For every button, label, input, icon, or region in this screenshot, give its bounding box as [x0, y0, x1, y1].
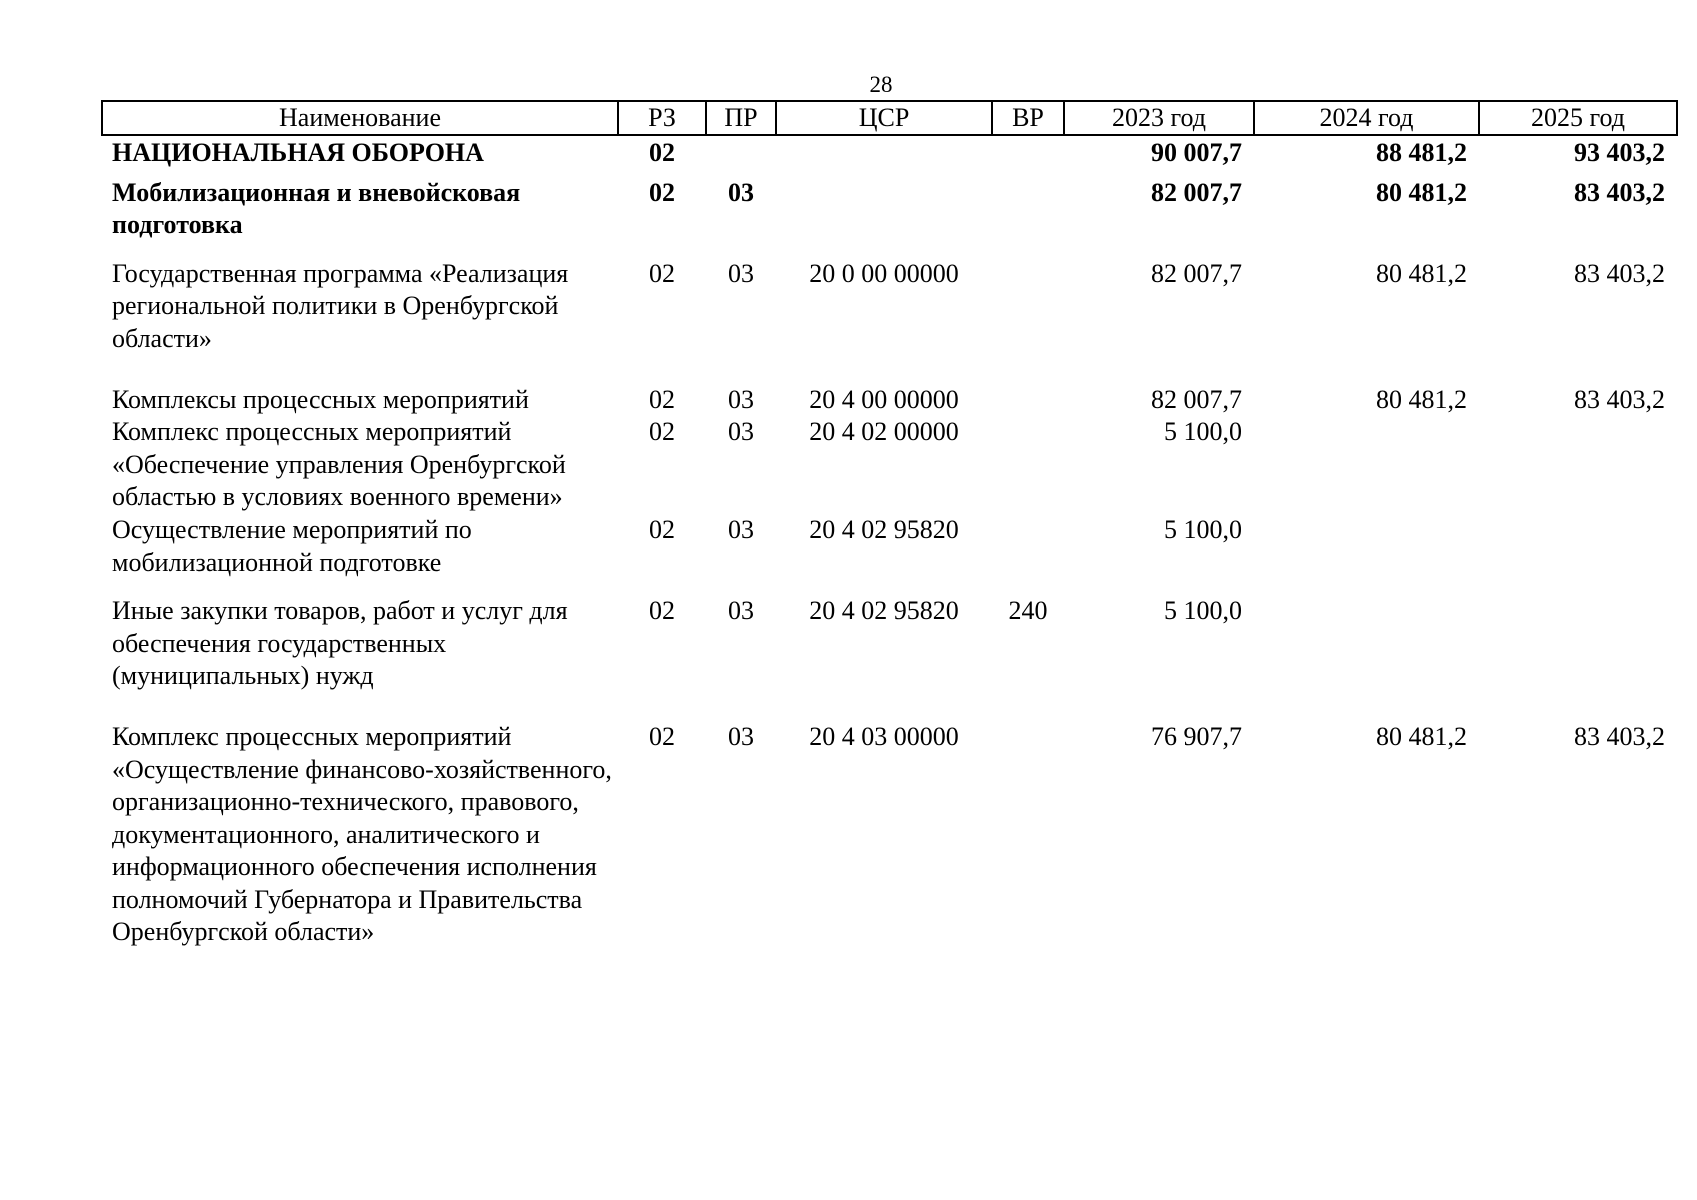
- page-number: 28: [869, 72, 893, 97]
- row-name: Комплекс процессных мероприятий «Обеспечение управления Оренбургской областью в условиях военного времени»: [112, 417, 566, 512]
- row-vr: [992, 713, 1064, 949]
- row-value-2025: [1479, 514, 1677, 587]
- row-name: Осуществление мероприятий по мобилизационной подготовке: [112, 514, 472, 577]
- table-row: [102, 250, 1677, 376]
- row-csr: 20 4 02 00000: [809, 417, 959, 447]
- header-csr: ЦСР: [776, 101, 992, 135]
- row-value-2023: 76 907,7: [1151, 721, 1242, 751]
- row-pr: 03: [728, 384, 754, 414]
- row-vr: [992, 514, 1064, 587]
- row-value-2024: 80 481,2: [1376, 384, 1467, 414]
- row-value-2024: [1254, 416, 1479, 514]
- row-csr: 20 4 00 00000: [809, 384, 959, 414]
- row-value-2024: 80 481,2: [1376, 258, 1467, 288]
- row-pr: 03: [728, 514, 754, 544]
- row-name: Иные закупки товаров, работ и услуг для обеспечения государственных (муниципальных) нужд: [112, 596, 568, 691]
- table-row: [102, 376, 1677, 417]
- header-year-2024: 2024 год: [1254, 101, 1479, 135]
- row-pr: 03: [728, 258, 754, 288]
- row-name: Комплекс процессных мероприятий «Осуществление финансово-хозяйственного, организационно-технического, правового, документационного, аналитического и информационного обеспечения исполнения полномочий Губернатора и Правительства Оренбургской области»: [112, 721, 612, 947]
- row-name: Государственная программа «Реализация региональной политики в Оренбургской области»: [112, 258, 569, 353]
- header-vr: ВР: [992, 101, 1064, 135]
- row-csr: 20 0 00 00000: [809, 258, 959, 288]
- header-pr: ПР: [706, 101, 776, 135]
- row-value-2024: 88 481,2: [1376, 138, 1467, 167]
- row-rz: 02: [649, 596, 675, 626]
- row-pr: 03: [728, 721, 754, 751]
- header-name: Наименование: [102, 101, 618, 135]
- row-value-2023: 90 007,7: [1151, 138, 1242, 167]
- table-row: [102, 173, 1677, 250]
- row-pr: 03: [728, 177, 754, 207]
- row-value-2024: [1254, 514, 1479, 587]
- row-value-2025: 83 403,2: [1574, 721, 1665, 751]
- row-value-2025: 83 403,2: [1574, 384, 1665, 414]
- row-name: Мобилизационная и вневойсковая подготовка: [112, 177, 521, 240]
- row-csr: 20 4 02 95820: [809, 596, 959, 626]
- row-csr: [776, 173, 992, 250]
- row-value-2023: 5 100,0: [1164, 514, 1242, 544]
- row-name: Комплексы процессных мероприятий: [112, 384, 529, 414]
- row-value-2023: 82 007,7: [1151, 258, 1242, 288]
- table-row: [102, 135, 1677, 173]
- table-row: [102, 587, 1677, 713]
- row-name: НАЦИОНАЛЬНАЯ ОБОРОНА: [112, 138, 484, 167]
- header-rz: РЗ: [618, 101, 706, 135]
- row-vr: [992, 135, 1064, 173]
- budget-table: [101, 100, 1678, 949]
- row-rz: 02: [649, 138, 675, 167]
- row-rz: 02: [649, 721, 675, 751]
- row-pr: 03: [728, 417, 754, 447]
- row-value-2025: 93 403,2: [1574, 138, 1665, 167]
- row-value-2024: [1254, 587, 1479, 713]
- row-value-2023: 82 007,7: [1151, 384, 1242, 414]
- row-csr: [776, 135, 992, 173]
- row-value-2025: 83 403,2: [1574, 258, 1665, 288]
- row-value-2023: 5 100,0: [1164, 596, 1242, 626]
- table-row: [102, 416, 1677, 514]
- row-value-2025: 83 403,2: [1574, 177, 1665, 207]
- row-rz: 02: [649, 417, 675, 447]
- header-year-2025: 2025 год: [1479, 101, 1677, 135]
- row-value-2025: [1479, 416, 1677, 514]
- row-csr: 20 4 03 00000: [809, 721, 959, 751]
- row-value-2024: 80 481,2: [1376, 177, 1467, 207]
- row-value-2023: 82 007,7: [1151, 177, 1242, 207]
- row-rz: 02: [649, 177, 675, 207]
- table-row: [102, 713, 1677, 949]
- header-year-2023: 2023 год: [1064, 101, 1254, 135]
- row-value-2025: [1479, 587, 1677, 713]
- row-vr: 240: [1008, 596, 1048, 626]
- row-rz: 02: [649, 258, 675, 288]
- row-vr: [992, 376, 1064, 417]
- row-value-2023: 5 100,0: [1164, 417, 1242, 447]
- row-vr: [992, 250, 1064, 376]
- row-rz: 02: [649, 384, 675, 414]
- row-rz: 02: [649, 514, 675, 544]
- table-header-row: [102, 101, 1677, 135]
- row-vr: [992, 416, 1064, 514]
- row-pr: 03: [728, 596, 754, 626]
- row-pr: [706, 135, 776, 173]
- row-vr: [992, 173, 1064, 250]
- table-row: [102, 514, 1677, 587]
- row-value-2024: 80 481,2: [1376, 721, 1467, 751]
- row-csr: 20 4 02 95820: [809, 514, 959, 544]
